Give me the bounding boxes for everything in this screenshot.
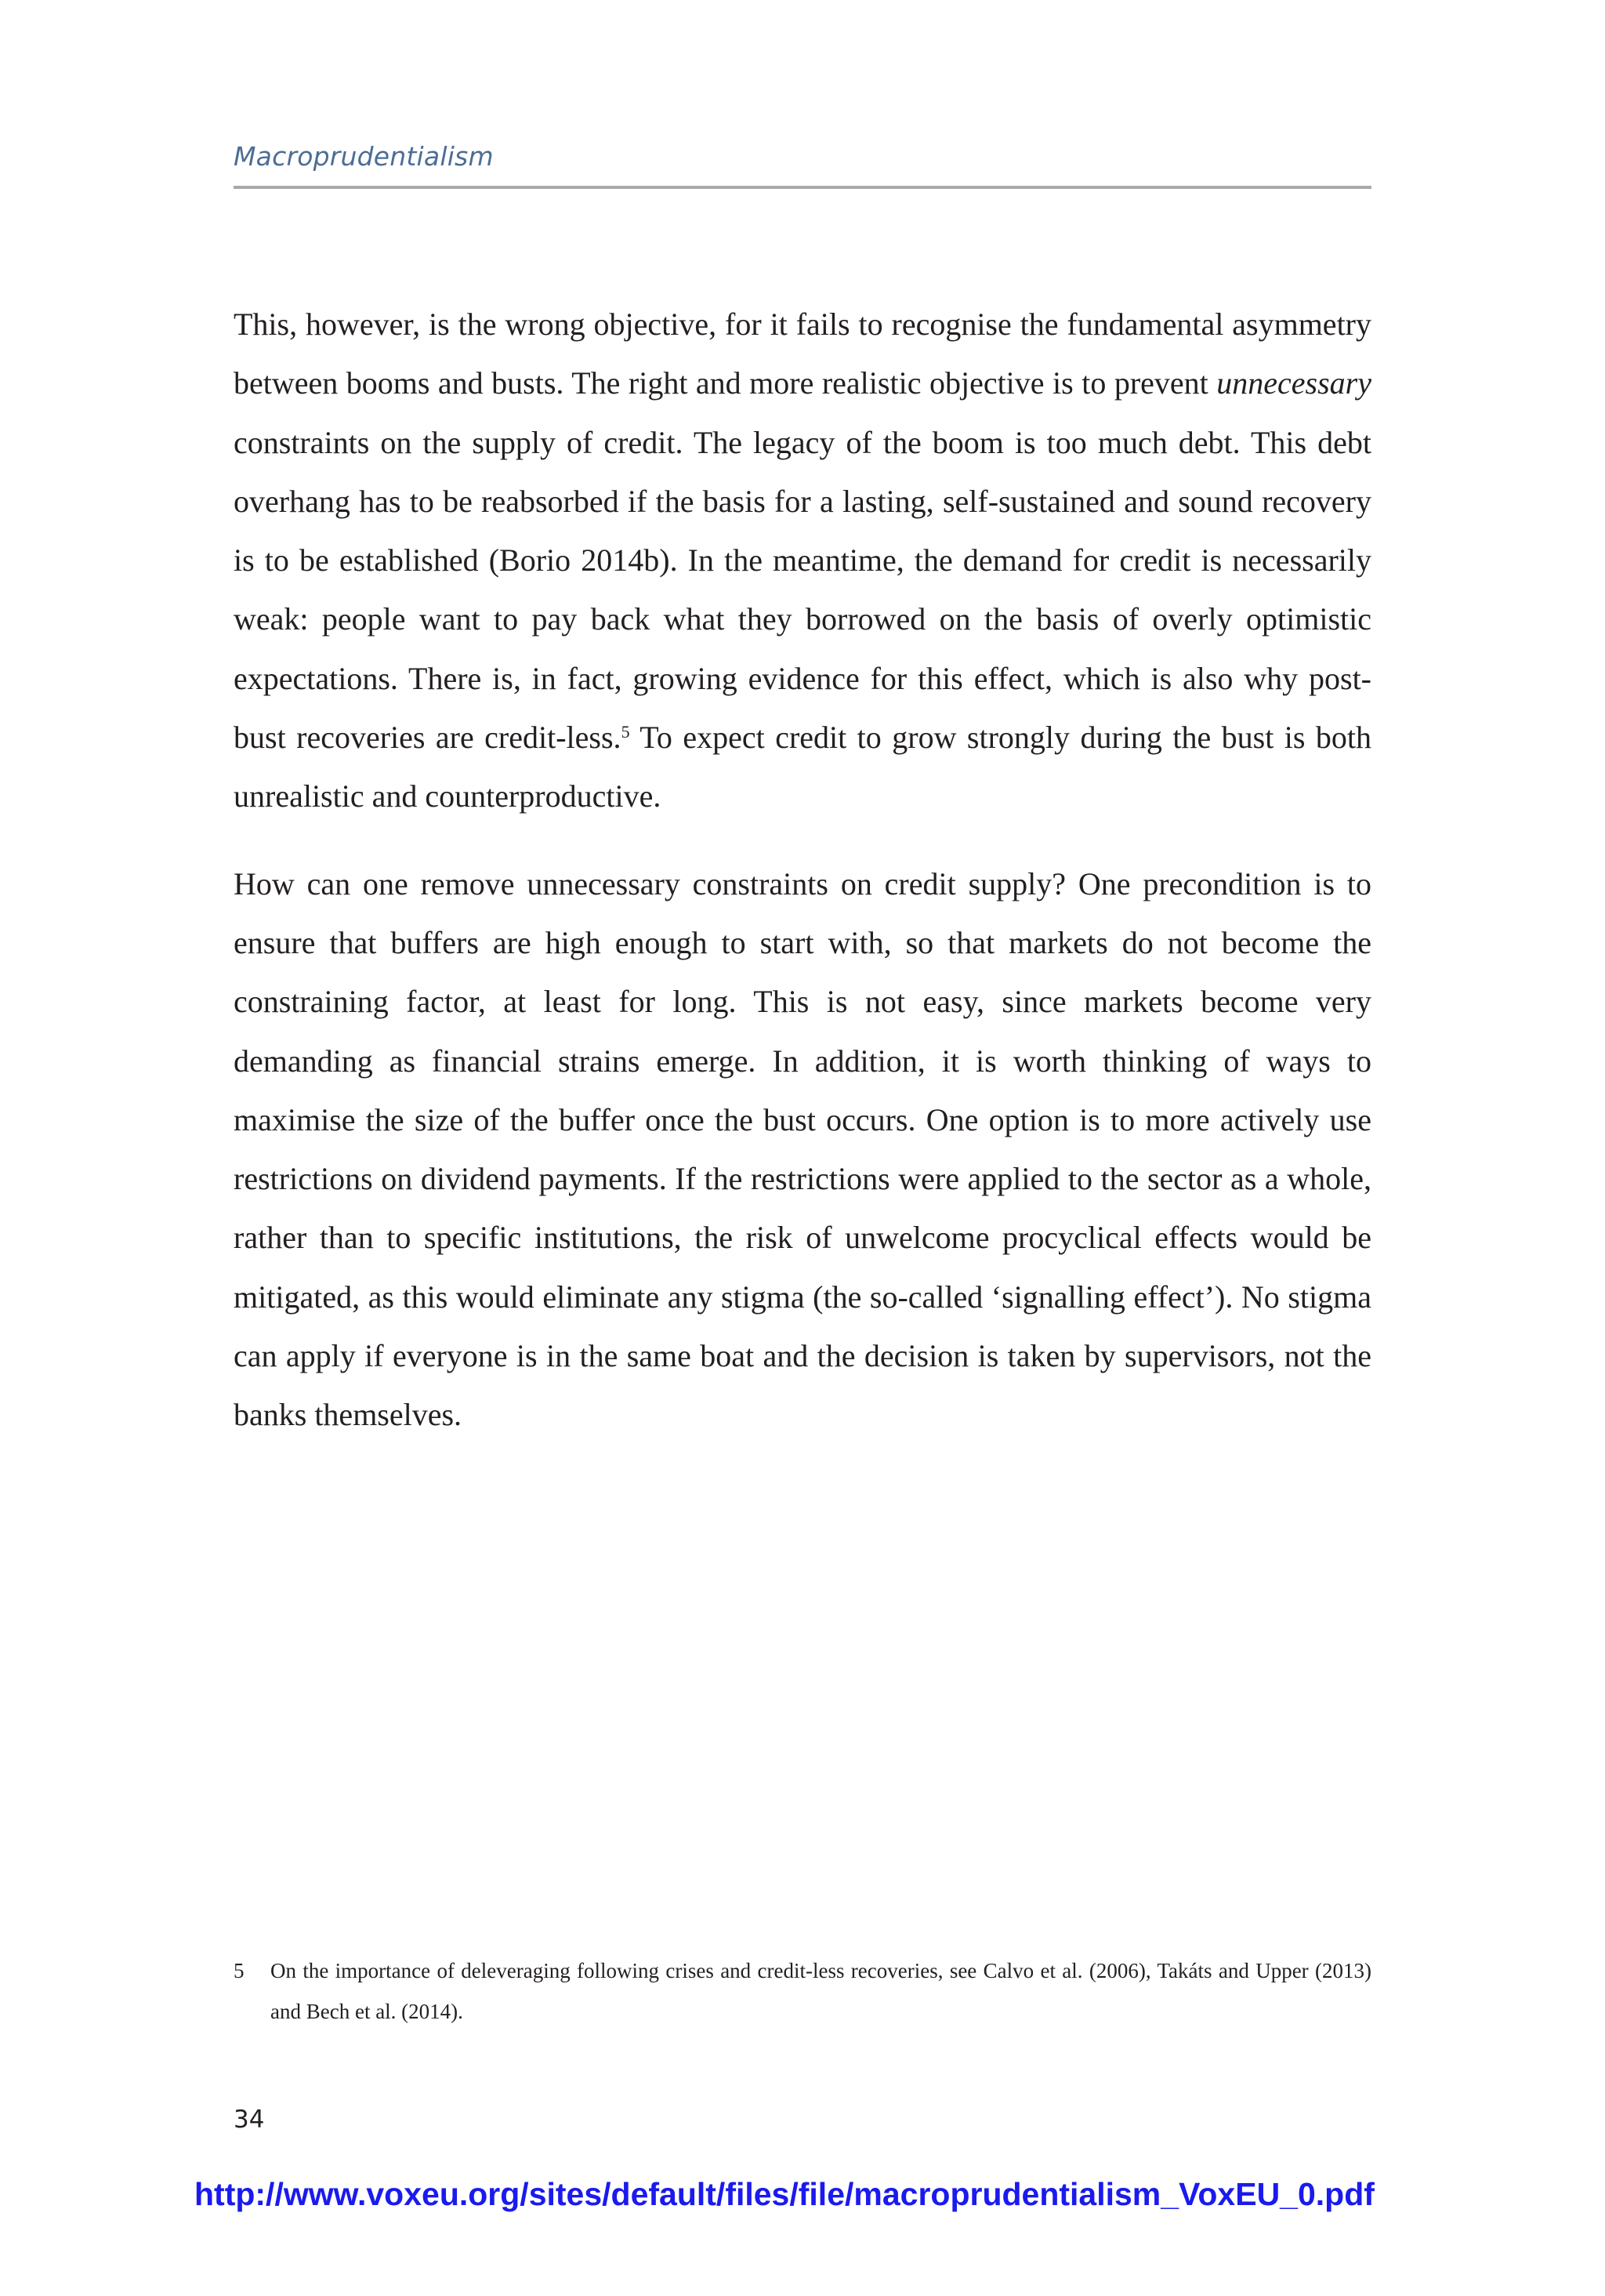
paragraph-1: [234, 295, 1371, 826]
footnote-text: On the importance of deleveraging following crises and credit-less recoveries, see Calvo et al. (2006), Takáts and Upper (2013) and Bech et al. (2014).: [270, 1959, 1371, 2023]
paragraph-1-text-middle: constraints on the supply of credit. The legacy of the boom is too much debt. This debt overhang has to be reabsorbed if the basis for a lasting, self-sustained and sound recovery is to be established (Borio 2014b). In the meantime, the demand for credit is necessarily weak: people want to pay back what they borrowed on the basis of overly optimistic expectations. There is, in fact, growing evidence for this effect, which is also why post-bust recoveries are credit-less.: [234, 424, 1371, 756]
footnote: [234, 1950, 1371, 2032]
emphasis-unnecessary: unnecessary: [1216, 365, 1371, 401]
footnote-reference[interactable]: 5: [621, 722, 630, 742]
footnote-row: [234, 1950, 1371, 2032]
source-url-link[interactable]: http://www.voxeu.org/sites/default/files/file/macroprudentialism_VoxEU_0.pdf: [194, 2176, 1375, 2212]
paragraph-1-text-end: To expect credit to grow strongly during the bust is both unrealistic and counterproductive.: [234, 720, 1372, 814]
paragraph-2: How can one remove unnecessary constraints on credit supply? One precondition is to ensure that buffers are high enough to start with, so that markets do not become the constraining factor, at least for long. This is not easy, since markets become very demanding as financial strains emerge. In addition, it is worth thinking of ways to maximise the size of the buffer once the bust occurs. One option is to more actively use restrictions on dividend payments. If the restrictions were applied to the sector as a whole, rather than to specific institutions, the risk of unwelcome procyclical effects would be mitigated, as this would eliminate any stigma (the so-called ‘signalling effect’). No stigma can apply if everyone is in the same boat and the decision is taken by supervisors, not the banks themselves.: [234, 865, 1371, 1433]
footnote-number: 5: [234, 1959, 245, 1982]
paragraph-1-text-start: This, however, is the wrong objective, for it fails to recognise the fundamental asymmetry between booms and busts. The right and more realistic objective is to prevent: [234, 306, 1371, 401]
running-header-title: Macroprudentialism: [234, 141, 494, 172]
page-number: 34: [234, 2106, 265, 2134]
header-divider: [234, 186, 1371, 189]
body-text: [234, 295, 1371, 1473]
